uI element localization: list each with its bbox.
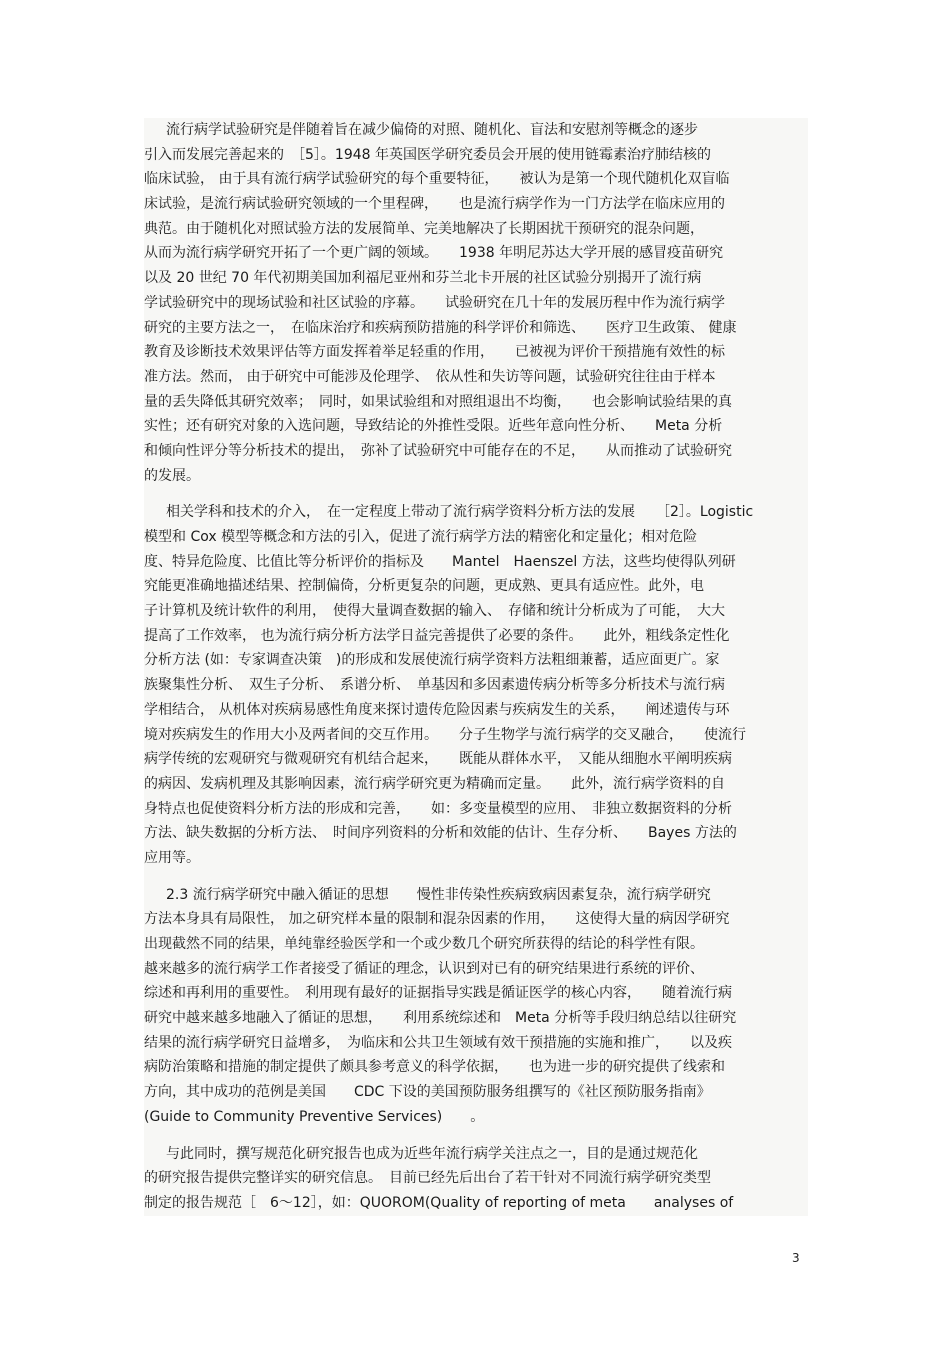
text-line: 的发展。: [144, 467, 200, 484]
text-line: 出现截然不同的结果，单纯靠经验医学和一个或少数几个研究所获得的结论的科学性有限。: [144, 936, 704, 952]
text-line: 的研究报告提供完整详实的研究信息。 目前已经先后出台了若干针对不同流行病学研究类型: [144, 1170, 711, 1187]
paragraph-trial-research: [144, 118, 808, 488]
text-line: 身特点也促使资料分析方法的形成和完善， 如：多变量模型的应用、 非独立数据资料的分析: [144, 800, 732, 817]
text-line: 方法本身具有局限性， 加之研究样本量的限制和混杂因素的作用， 这使得大量的病因学研究: [144, 911, 730, 928]
text-line: 研究中越来越多地融入了循证的思想， 利用系统综述和 Meta 分析等手段归纳总结以往研究: [144, 1010, 737, 1027]
text-line: 量的丢失降低其研究效率； 同时，如果试验组和对照组退出不均衡， 也会影响试验结果的真: [144, 393, 732, 410]
text-line: 子计算机及统计软件的利用， 使得大量调查数据的输入、 存储和统计分析成为了可能， 大大: [144, 603, 725, 620]
text-line: 提高了工作效率， 也为流行病分析方法学日益完善提供了必要的条件。 此外，粗线条定性化: [144, 627, 730, 644]
text-line: 学相结合， 从机体对疾病易感性角度来探讨遗传危险因素与疾病发生的关系， 阐述遗传与环: [144, 701, 730, 718]
text-line: 准方法。然而， 由于研究中可能涉及伦理学、 依从性和失访等问题，试验研究往往由于样本: [144, 368, 716, 385]
text-line: 研究的主要方法之一， 在临床治疗和疾病预防措施的科学评价和筛选、 医疗卫生政策、 健康: [144, 319, 737, 336]
text-line: (Guide to Community Preventive Services) 。: [144, 1108, 485, 1125]
text-line: 以及 20 世纪 70 年代初期美国加利福尼亚州和芬兰北卡开展的社区试验分别揭开了流行病: [144, 270, 702, 287]
text-line: 实性；还有研究对象的入选问题，导致结论的外推性受限。近些年意向性分析、 Meta 分析: [144, 418, 723, 435]
text-line: 族聚集性分析、 双生子分析、 系谱分析、 单基因和多因素遗传病分析等多分析技术与流行病: [144, 677, 725, 694]
page-number: 3: [792, 1251, 800, 1265]
text-line: 模型和 Cox 模型等概念和方法的引入，促进了流行病学方法的精密化和定量化；相对危险: [144, 529, 698, 545]
section-heading-line: 2.3 流行病学研究中融入循证的思想 慢性非传染性疾病致病因素复杂，流行病学研究: [166, 886, 711, 903]
text-line: 制定的报告规范［ 6～12］，如：QUOROM(Quality of reporting of meta analyses of: [144, 1194, 734, 1211]
text-line: 和倾向性评分等分析技术的提出， 弥补了试验研究中可能存在的不足， 从而推动了试验研究: [144, 442, 732, 459]
text-line: 越来越多的流行病学工作者接受了循证的理念，认识到对已有的研究结果进行系统的评价、: [144, 960, 704, 977]
text-line: 学试验研究中的现场试验和社区试验的序幕。 试验研究在几十年的发展历程中作为流行病学: [144, 294, 725, 311]
text-line: 相关学科和技术的介入， 在一定程度上带动了流行病学资料分析方法的发展 ［2］。Logistic: [166, 504, 754, 521]
text-line: 综述和再利用的重要性。 利用现有最好的证据指导实践是循证医学的核心内容， 随着流行病: [144, 985, 732, 1002]
text-line: 方法、缺失数据的分析方法、 时间序列资料的分析和效能的估计、生存分析、 Bayes 方法的: [144, 825, 737, 842]
text-line: 结果的流行病学研究日益增多， 为临床和公共卫生领域有效干预措施的实施和推广， 以及疾: [144, 1034, 732, 1051]
text-line: 教育及诊断技术效果评估等方面发挥着举足轻重的作用， 已被视为评价干预措施有效性的标: [144, 344, 725, 361]
paragraph-evidence-based: [144, 883, 808, 1130]
paragraph-reporting-standards: [144, 1142, 808, 1216]
text-line: 与此同时，撰写规范化研究报告也成为近些年流行病学关注点之一，目的是通过规范化: [166, 1145, 698, 1162]
text-line: 病学传统的宏观研究与微观研究有机结合起来， 既能从群体水平， 又能从细胞水平阐明疾病: [144, 751, 732, 768]
text-line: 方向，其中成功的范例是美国 CDC 下设的美国预防服务组撰写的《社区预防服务指南》: [144, 1084, 711, 1101]
text-line: 临床试验， 由于具有流行病学试验研究的每个重要特征， 被认为是第一个现代随机化双盲临: [144, 171, 730, 188]
text-line: 度、特异危险度、比值比等分析评价的指标及 Mantel Haenszel 方法，这些均使得队列研: [144, 553, 736, 570]
text-line: 的病因、发病机理及其影响因素，流行病学研究更为精确而定量。 此外，流行病学资料的自: [144, 775, 725, 792]
text-line: 典范。由于随机化对照试验方法的发展简单、完美地解决了长期困扰干预研究的混杂问题，: [144, 220, 704, 237]
text-line: 床试验，是流行病试验研究领域的一个里程碑， 也是流行病学作为一门方法学在临床应用的: [144, 196, 725, 213]
document-body: [144, 118, 808, 1216]
text-line: 境对疾病发生的作用大小及两者间的交互作用。 分子生物学与流行病学的交叉融合， 使流行: [144, 726, 746, 743]
text-line: 从而为流行病学研究开拓了一个更广阔的领域。 1938 年明尼苏达大学开展的感冒疫苗研究: [144, 245, 724, 262]
paragraph-analysis-methods: [144, 500, 808, 870]
text-line: 究能更准确地描述结果、控制偏倚，分析更复杂的问题，更成熟、更具有适应性。此外，电: [144, 578, 704, 595]
text-line: 流行病学试验研究是伴随着旨在减少偏倚的对照、随机化、盲法和安慰剂等概念的逐步: [166, 122, 698, 138]
text-line: 应用等。: [144, 849, 200, 866]
text-line: 病防治策略和措施的制定提供了颇具参考意义的科学依据， 也为进一步的研究提供了线索和: [144, 1059, 725, 1076]
text-line: 引入而发展完善起来的 ［5］。1948 年英国医学研究委员会开展的使用链霉素治疗肺结核的: [144, 146, 711, 163]
text-line: 分析方法 (如：专家调查决策 )的形成和发展使流行病学资料方法粗细兼蓄，适应面更广。家: [144, 652, 720, 669]
